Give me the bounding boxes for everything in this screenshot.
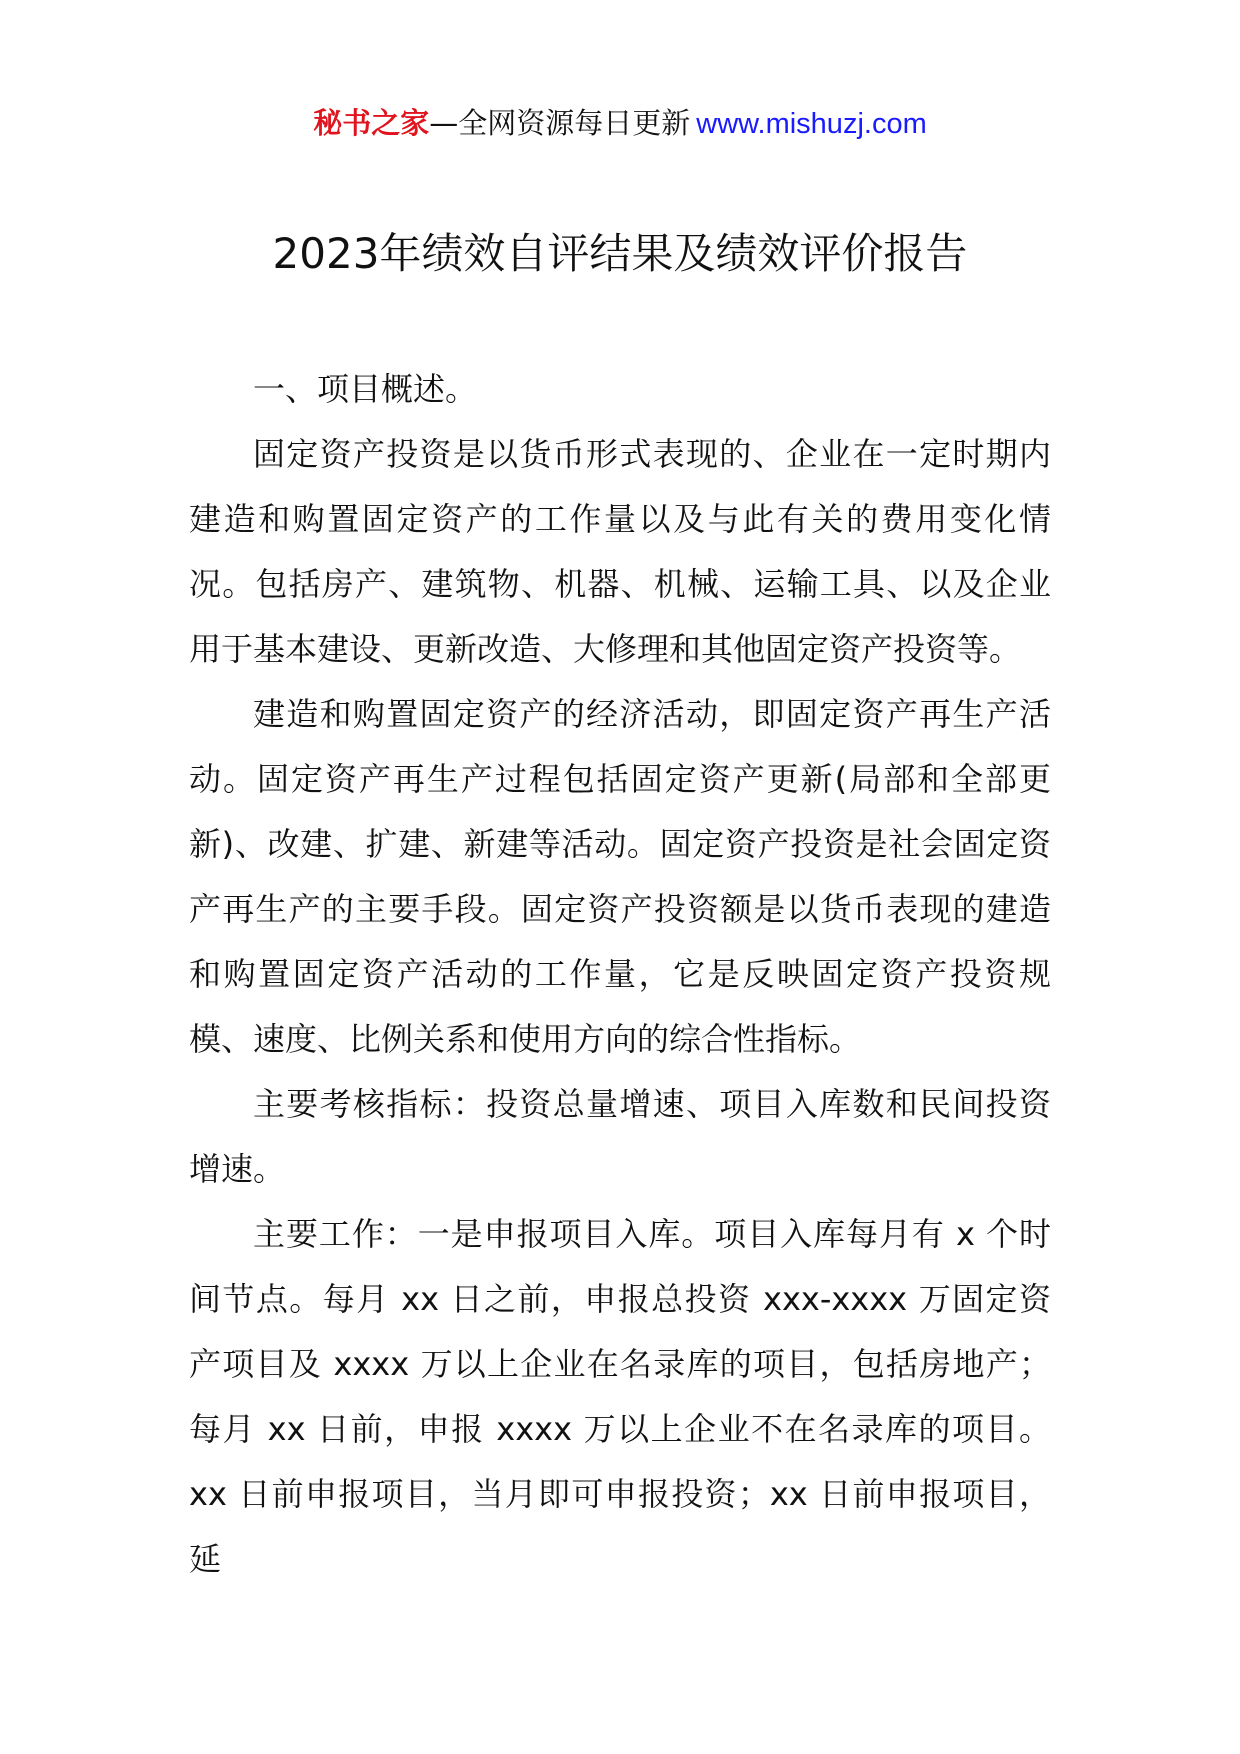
site-tagline: —全网资源每日更新	[429, 106, 691, 140]
paragraph: 固定资产投资是以货币形式表现的、企业在一定时期内建造和购置固定资产的工作量以及与此有关的费用变化情况。包括房产、建筑物、机器、机械、运输工具、以及企业用于基本建设、更新改造、大修理和其他固定资产投资等。	[189, 435, 1051, 668]
site-header	[0, 103, 1240, 144]
section-heading: 一、项目概述。	[253, 370, 478, 408]
paragraph: 主要考核指标：投资总量增速、项目入库数和民间投资增速。	[189, 1085, 1051, 1188]
site-url-link[interactable]: www.mishuzj.com	[696, 108, 927, 140]
paragraph: 主要工作：一是申报项目入库。项目入库每月有 x 个时间节点。每月 xx 日之前，申报总投资 xxx-xxxx 万固定资产项目及 xxxx 万以上企业在名录库的项目，包括房地产；每月 xx 日前，申报 xxxx 万以上企业不在名录库的项目。 xx 日前申报项目，当月即可申报投资；xx 日前申报项目，延	[189, 1215, 1051, 1578]
document-title: 2023年绩效自评结果及绩效评价报告	[272, 229, 968, 278]
document-body	[189, 357, 1051, 1592]
paragraph: 建造和购置固定资产的经济活动，即固定资产再生产活动。固定资产再生产过程包括固定资产更新(局部和全部更新)、改建、扩建、新建等活动。固定资产投资是社会固定资产再生产的主要手段。固定资产投资额是以货币表现的建造和购置固定资产活动的工作量，它是反映固定资产投资规模、速度、比例关系和使用方向的综合性指标。	[189, 695, 1051, 1058]
site-brand: 秘书之家	[313, 106, 430, 140]
